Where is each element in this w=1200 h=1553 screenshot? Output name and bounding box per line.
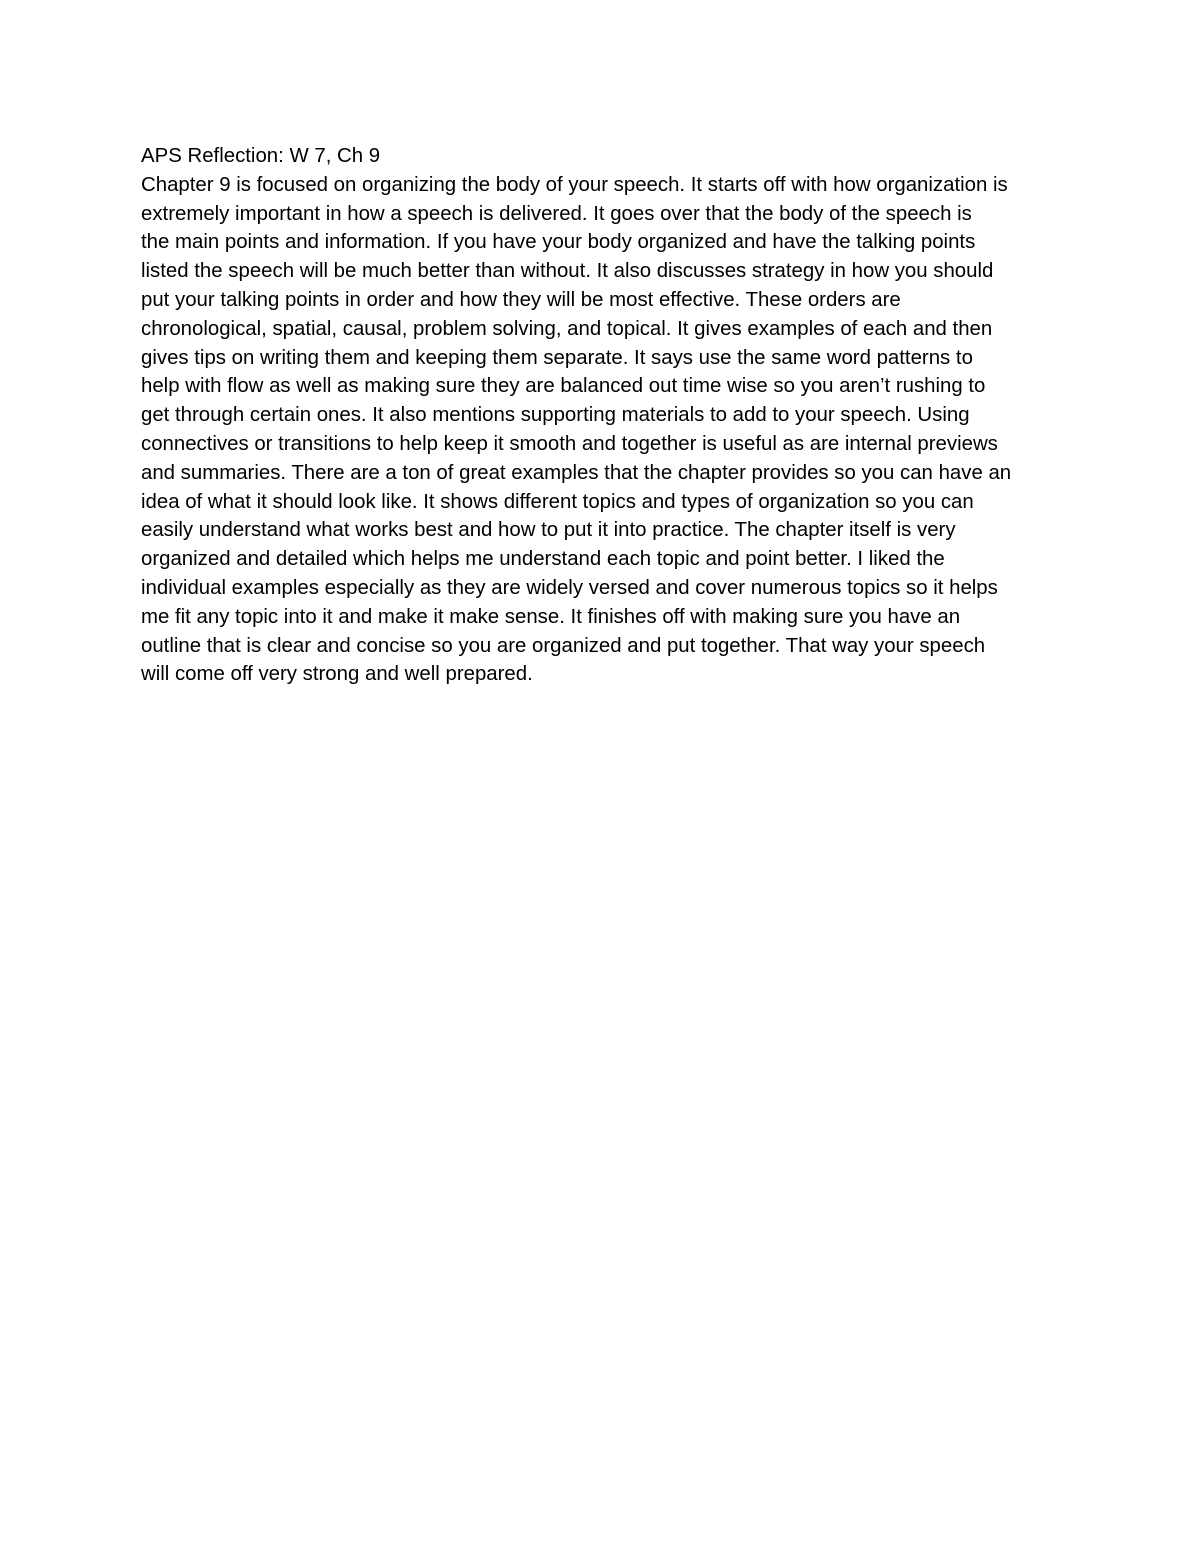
body-line: connectives or transitions to help keep it smooth and together is useful as are internal previews xyxy=(141,432,998,455)
body-line: easily understand what works best and how to put it into practice. The chapter itself is very xyxy=(141,519,956,542)
document-body xyxy=(141,171,1081,689)
document-content xyxy=(141,142,1081,689)
body-line: outline that is clear and concise so you are organized and put together. That way your speech xyxy=(141,634,986,657)
body-line: chronological, spatial, causal, problem solving, and topical. It gives examples of each and then xyxy=(141,317,993,340)
body-line: will come off very strong and well prepared. xyxy=(141,663,533,686)
body-line: extremely important in how a speech is delivered. It goes over that the body of the speech is xyxy=(141,202,972,225)
body-line: idea of what it should look like. It shows different topics and types of organization so you can xyxy=(141,490,974,513)
document-title: APS Reflection: W 7, Ch 9 xyxy=(141,145,381,167)
body-line: individual examples especially as they are widely versed and cover numerous topics so it helps xyxy=(141,576,998,599)
body-line: help with flow as well as making sure they are balanced out time wise so you aren’t rushing to xyxy=(141,375,986,398)
body-line: get through certain ones. It also mentions supporting materials to add to your speech. Using xyxy=(141,404,970,427)
body-line: me fit any topic into it and make it make sense. It finishes off with making sure you have an xyxy=(141,605,961,628)
body-line: gives tips on writing them and keeping them separate. It says use the same word patterns to xyxy=(141,346,973,369)
body-line: organized and detailed which helps me understand each topic and point better. I liked the xyxy=(141,548,945,571)
body-line: put your talking points in order and how they will be most effective. These orders are xyxy=(141,288,901,311)
body-line: Chapter 9 is focused on organizing the body of your speech. It starts off with how organization is xyxy=(141,173,1008,196)
body-line: listed the speech will be much better than without. It also discusses strategy in how you should xyxy=(141,260,994,283)
body-line: and summaries. There are a ton of great examples that the chapter provides so you can have an xyxy=(141,461,1012,484)
body-line: the main points and information. If you have your body organized and have the talking points xyxy=(141,231,976,254)
